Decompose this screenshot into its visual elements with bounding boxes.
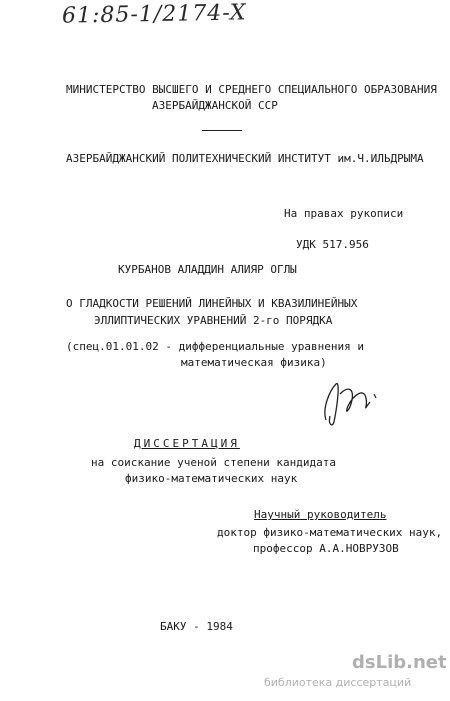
ministry-line-2: АЗЕРБАЙДЖАНСКОЙ ССР — [152, 99, 278, 112]
specialty-line-2: математическая физика) — [181, 356, 327, 369]
city-year: БАКУ - 1984 — [160, 620, 233, 633]
author-name: КУРБАНОВ АЛАДДИН АЛИЯР ОГЛЫ — [118, 263, 297, 276]
title-line-2: ЭЛЛИПТИЧЕСКИХ УРАВНЕНИЙ 2-го ПОРЯДКА — [94, 314, 333, 327]
dissertation-heading: ДИССЕРТАЦИЯ — [134, 437, 240, 450]
divider — [202, 130, 242, 131]
handwritten-signature — [318, 372, 398, 432]
supervisor-line-1: доктор физико-математических наук, — [217, 526, 443, 539]
dissertation-line-1: на соискание ученой степени кандидата — [91, 456, 337, 469]
supervisor-label: Научный руководитель — [254, 508, 387, 521]
supervisor-line-2: профессор А.А.НОВРУЗОВ — [253, 542, 399, 555]
watermark-subtitle: библиотека диссертаций — [264, 676, 412, 689]
title-line-1: О ГЛАДКОСТИ РЕШЕНИЙ ЛИНЕЙНЫХ И КВАЗИЛИНЕЙНЫХ — [66, 297, 358, 310]
ministry-line-1: МИНИСТЕРСТВО ВЫСШЕГО И СРЕДНЕГО СПЕЦИАЛЬНОГО ОБРАЗОВАНИЯ — [66, 83, 437, 96]
watermark-logo: dsLib.net — [352, 652, 447, 673]
udk-code: УДК 517.956 — [296, 238, 369, 251]
specialty-line-1: (спец.01.01.02 - дифференциальные уравнения и — [66, 340, 365, 353]
institute-name: АЗЕРБАЙДЖАНСКИЙ ПОЛИТЕХНИЧЕСКИЙ ИНСТИТУТ им.Ч.ИЛЬДРЫМА — [66, 152, 424, 165]
manuscript-rights: На правах рукописи — [284, 207, 404, 220]
dissertation-line-2: физико-математических наук — [125, 472, 298, 485]
handwritten-archive-number: 61:85-1/2174-X — [61, 0, 247, 29]
